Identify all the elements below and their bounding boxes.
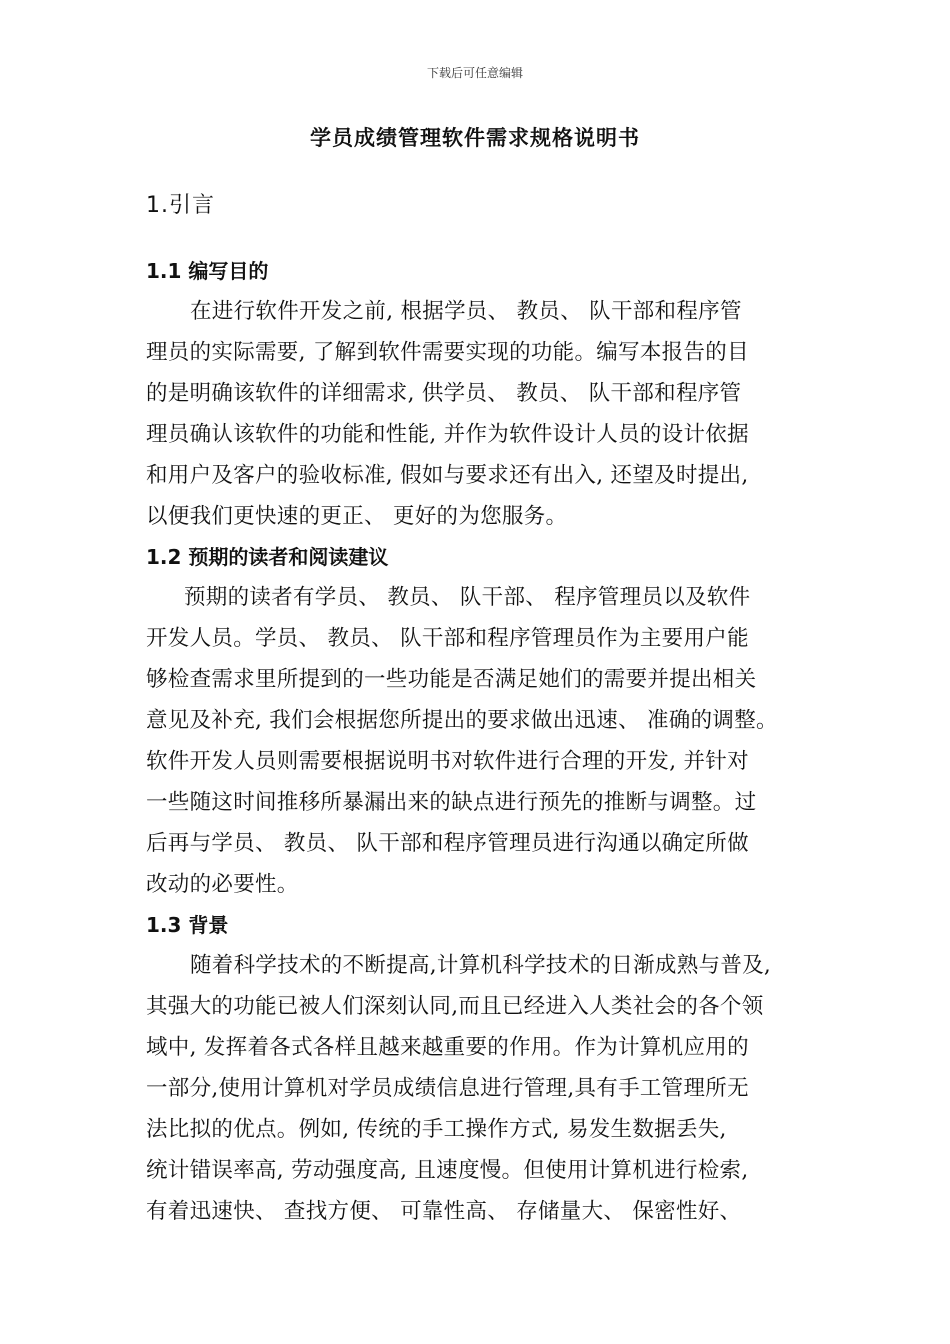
paragraph-line: 随着科学技术的不断提高,计算机科学技术的日渐成熟与普及,	[190, 953, 772, 978]
document-title: 学员成绩管理软件需求规格说明书	[310, 126, 640, 150]
paragraph-line: 一些随这时间推移所暴漏出来的缺点进行预先的推断与调整。过	[146, 790, 757, 815]
paragraph-line: 开发人员。学员、 教员、 队干部和程序管理员作为主要用户能	[146, 626, 749, 651]
paragraph-line: 有着迅速快、 查找方便、 可靠性高、 存储量大、 保密性好、	[146, 1199, 742, 1224]
paragraph-line: 一部分,使用计算机对学员成绩信息进行管理,具有手工管理所无	[146, 1076, 749, 1101]
section-heading-purpose: 1.1 编写目的	[146, 259, 269, 283]
section-heading-introduction: 1.引言	[146, 193, 215, 218]
page-header: 下载后可任意编辑	[426, 66, 523, 80]
paragraph-line: 法比拟的优点。例如, 传统的手工操作方式, 易发生数据丢失,	[146, 1117, 727, 1142]
paragraph-line: 其强大的功能已被人们深刻认同,而且已经进入人类社会的各个领	[146, 994, 764, 1019]
paragraph-line: 预期的读者有学员、 教员、 队干部、 程序管理员以及软件	[184, 585, 751, 610]
paragraph-line: 统计错误率高, 劳动强度高, 且速度慢。但使用计算机进行检索,	[146, 1158, 749, 1183]
paragraph-line: 理员的实际需要, 了解到软件需要实现的功能。编写本报告的目	[146, 340, 749, 365]
paragraph-line: 理员确认该软件的功能和性能, 并作为软件设计人员的设计依据	[146, 422, 749, 447]
paragraph-line: 的是明确该软件的详细需求, 供学员、 教员、 队干部和程序管	[146, 381, 742, 406]
paragraph-line: 和用户及客户的验收标准, 假如与要求还有出入, 还望及时提出,	[146, 463, 749, 488]
section-heading-readers: 1.2 预期的读者和阅读建议	[146, 545, 389, 569]
section-heading-background: 1.3 背景	[146, 913, 229, 937]
paragraph-line: 以便我们更快速的更正、 更好的为您服务。	[146, 504, 568, 529]
paragraph-line: 域中, 发挥着各式各样且越来越重要的作用。作为计算机应用的	[146, 1035, 749, 1060]
paragraph-line: 意见及补充, 我们会根据您所提出的要求做出迅速、 准确的调整。	[146, 708, 778, 733]
paragraph-line: 够检查需求里所提到的一些功能是否满足她们的需要并提出相关	[146, 667, 757, 692]
paragraph-line: 改动的必要性。	[146, 872, 299, 897]
paragraph-line: 在进行软件开发之前, 根据学员、 教员、 队干部和程序管	[190, 299, 742, 324]
paragraph-line: 软件开发人员则需要根据说明书对软件进行合理的开发, 并针对	[146, 749, 749, 774]
paragraph-line: 后再与学员、 教员、 队干部和程序管理员进行沟通以确定所做	[146, 831, 749, 856]
